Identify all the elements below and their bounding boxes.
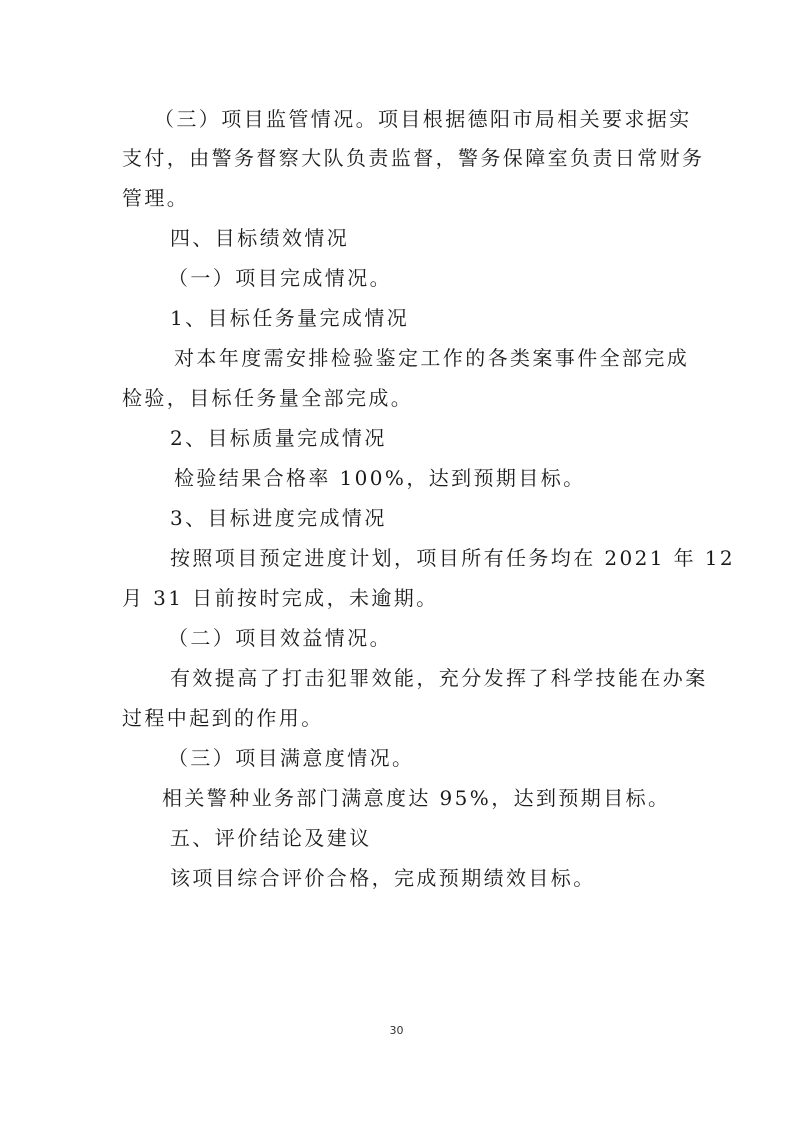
text-line: 过程中起到的作用。 [122,706,324,730]
subsection-heading: （二）项目效益情况。 [168,626,392,650]
text-line: 有效提高了打击犯罪效能，充分发挥了科学技能在办案 [170,666,708,690]
section-heading: 四、目标绩效情况 [170,226,350,250]
item-heading: 3、目标进度完成情况 [170,506,387,530]
section-heading: 五、评价结论及建议 [170,826,372,850]
subsection-heading: （一）项目完成情况。 [168,266,392,290]
text-line: 支付，由警务督察大队负责监督，警务保障室负责日常财务 [122,146,705,170]
item-heading: 1、目标任务量完成情况 [170,306,410,330]
text-line: 检验结果合格率 100%，达到预期目标。 [174,466,586,490]
text-line: 按照项目预定进度计划，项目所有任务均在 2021 年 12 [170,546,736,570]
item-heading: 2、目标质量完成情况 [170,426,387,450]
page-number: 30 [389,1024,404,1037]
text-line: 检验，目标任务量全部完成。 [122,386,414,410]
subsection-heading: （三）项目满意度情况。 [168,746,415,770]
text-line: 月 31 日前按时完成，未逾期。 [122,586,439,610]
text-line: （三）项目监管情况。项目根据德阳市局相关要求据实 [154,107,692,131]
text-line: 该项目综合评价合格，完成预期绩效目标。 [170,866,596,890]
text-line: 相关警种业务部门满意度达 95%，达到预期目标。 [162,786,671,810]
text-line: 对本年度需安排检验鉴定工作的各类案事件全部完成 [174,346,690,370]
text-line: 管理。 [122,186,190,210]
